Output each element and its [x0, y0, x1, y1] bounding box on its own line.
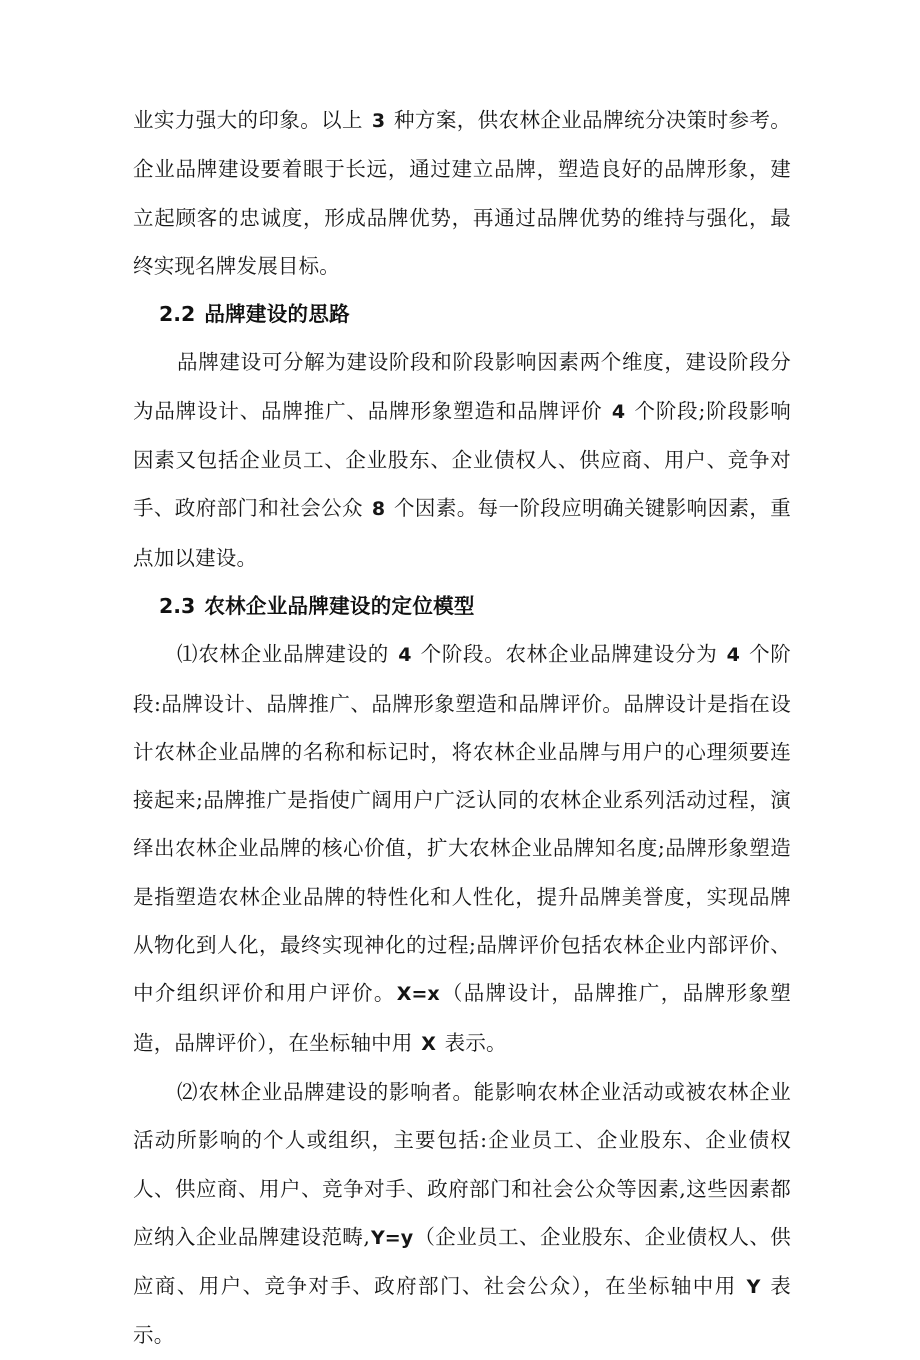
- heading-2-2: [133, 290, 791, 338]
- text-run-cjk: 业实力强大的印象。以上: [133, 108, 370, 132]
- text-run-cjk: （品牌设计，品牌推广，品牌形象塑造，品牌评价），在坐标轴中用: [133, 981, 792, 1055]
- heading-2-3: [133, 582, 791, 630]
- text-run-cjk: ⑵农林企业品牌建设的影响者。能影响农林企业活动或被农林企业活动所影响的个人或组织，主要包括:企业员工、企业股东、企业债权人、供应商、用户、竞争对手、政府部门和社会公众等因素,这些因素都应纳入企业品牌建设范畴,: [133, 1079, 791, 1249]
- text-run-cjk: 表示。: [437, 1030, 507, 1055]
- heading-title: 农林企业品牌建设的定位模型: [204, 593, 475, 618]
- paragraph-continuation: [133, 96, 791, 290]
- text-run-cjk: 种方案，供农林企业品牌统分决策时参考。企业品牌建设要着眼于长远，通过建立品牌，塑造良好的品牌形象，建立起顾客的忠诚度，形成品牌优势，再通过品牌优势的维持与强化，最终实现名牌发展目标。: [133, 108, 792, 278]
- text-run-axis-label-y: Y: [746, 1276, 761, 1299]
- text-run-number: 8: [371, 498, 386, 521]
- heading-title: 品牌建设的思路: [204, 302, 350, 327]
- text-run-axis-label-x: X: [421, 1032, 436, 1055]
- heading-number: 2.2: [159, 302, 196, 327]
- text-run-number: 3: [371, 110, 386, 132]
- text-run-cjk: 个阶段。农林企业品牌建设分为: [413, 642, 725, 667]
- text-run-cjk: 个阶段;阶段影响因素又包括企业员工、企业股东、企业债权人、供应商、用户、竞争对手、政府部门和社会公众: [133, 398, 791, 521]
- paragraph-2-2-body: [133, 338, 791, 581]
- text-run-number: 4: [611, 400, 626, 423]
- text-run-cjk: 品牌建设可分解为建设阶段和阶段影响因素两个维度，建设阶段分为品牌设计、品牌推广、品牌形象塑造和品牌评价: [133, 350, 791, 423]
- heading-number: 2.3: [159, 593, 196, 618]
- text-run-number: 4: [398, 644, 412, 667]
- paragraph-2-3-item-2: [133, 1068, 791, 1360]
- text-run-cjk: （企业员工、企业股东、企业债权人、供应商、用户、竞争对手、政府部门、社会公众），在坐标轴中用: [133, 1224, 791, 1299]
- text-run-formula-y: Y=y: [371, 1226, 414, 1249]
- text-run-cjk: ⑴农林企业品牌建设的: [177, 642, 397, 667]
- text-run-formula-x: X=x: [396, 983, 440, 1006]
- text-run-cjk: 个阶段:品牌设计、品牌推广、品牌形象塑造和品牌评价。品牌设计是指在设计农林企业品牌的名称和标记时，将农林企业品牌与用户的心理须要连接起来;品牌推广是指使广阔用户广泛认同的农林企业系列活动过程，演绎出农林企业品牌的核心价值，扩大农林企业品牌知名度;品牌形象塑造是指塑造农林企业品牌的特性化和人性化，提升品牌美誉度，实现品牌从物化到人化，最终实现神化的过程;品牌评价包括农林企业内部评价、中介组织评价和用户评价。: [133, 642, 792, 1006]
- text-run-cjk: 个因素。每一阶段应明确关键影响因素，重点加以建设。: [133, 496, 792, 570]
- text-run-cjk: 表示。: [133, 1274, 791, 1348]
- paragraph-2-3-item-1: [133, 630, 791, 1068]
- text-column: [133, 96, 791, 1360]
- text-run-number: 4: [726, 644, 740, 667]
